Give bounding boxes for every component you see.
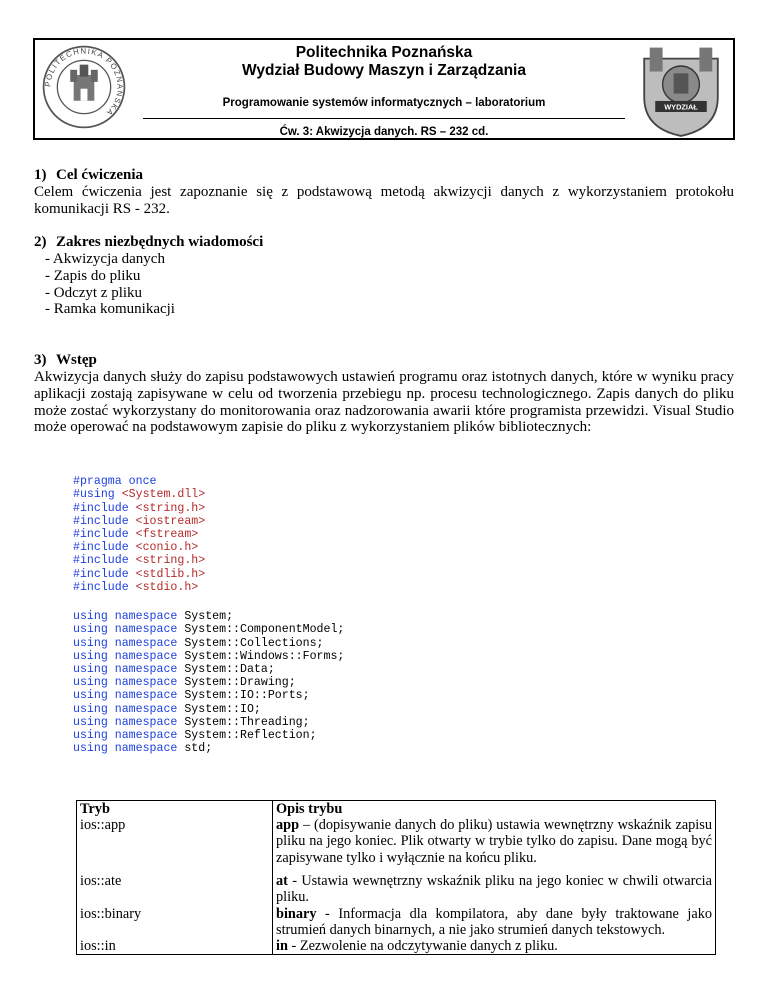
- section-2-heading: 2) Zakres niezbędnych wiadomości: [34, 234, 264, 250]
- code-usings: [73, 597, 344, 769]
- desc-cell: app – (dopisywanie danych do pliku) ustawia wewnętrzny wskaźnik zapisu pliku na jego koniec. Plik otwarty w trybie tylko do zapisu. Dane mogą być zapisywane tylko i wyłącznie na końcu pliku.: [276, 817, 712, 866]
- document-header: [33, 38, 735, 140]
- faculty-logo: [635, 40, 727, 138]
- table-row: [77, 873, 716, 905]
- mode-cell: ios::in: [77, 938, 273, 955]
- list-item: - Zapis do pliku: [45, 267, 141, 284]
- code-line: using namespace System::Windows::Forms;: [73, 649, 345, 663]
- code-line: #using <System.dll>: [73, 488, 206, 502]
- list-item: - Akwizycja danych: [45, 251, 165, 267]
- desc-cell: binary - Informacja dla kompilatora, aby dane były traktowane jako strumień danych binarnych, a nie jako strumień danych tekstowych.: [273, 906, 716, 938]
- table-row: [77, 906, 716, 938]
- mode-cell: ios::app: [80, 817, 126, 834]
- exercise-title: Ćw. 3: Akwizycja danych. RS – 232 cd.: [279, 126, 489, 138]
- code-includes: [73, 462, 205, 607]
- list-item: - Ramka komunikacji: [45, 301, 175, 318]
- code-line: using namespace System::Threading;: [73, 715, 310, 729]
- code-line: using namespace System::Drawing;: [73, 676, 296, 690]
- code-line: using namespace System::Reflection;: [73, 729, 317, 743]
- course-name: Programowanie systemów informatycznych – laboratorium: [222, 97, 546, 109]
- university-name: Politechnika Poznańska: [295, 44, 473, 61]
- desc-cell: in - Zezwolenie na odczytywanie danych z pliku.: [273, 938, 716, 955]
- section-1-body: Celem ćwiczenia jest zapoznanie się z podstawową metodą akwizycji danych z wykorzystaniem protokołu komunikacji RS - 232.: [34, 184, 734, 217]
- section-3-heading: 3) Wstęp: [34, 352, 97, 368]
- table-row: [77, 938, 716, 955]
- faculty-name: Wydział Budowy Maszyn i Zarządzania: [242, 62, 526, 79]
- code-line: using namespace std;: [73, 742, 213, 756]
- mode-cell: ios::ate: [77, 873, 273, 905]
- code-line: #include <stdlib.h>: [73, 567, 206, 581]
- file-modes-table: [76, 800, 716, 955]
- section-1-heading: 1) Cel ćwiczenia: [34, 167, 144, 183]
- table-header-mode: Tryb: [80, 801, 110, 817]
- table-header-desc: Opis trybu: [276, 801, 343, 817]
- code-line: using namespace System::Collections;: [73, 636, 324, 650]
- section-2-list: [34, 251, 734, 318]
- code-line: using namespace System;: [73, 610, 234, 624]
- svg-text:WYDZIAŁ: WYDZIAŁ: [664, 102, 698, 112]
- code-line: #include <string.h>: [73, 554, 206, 568]
- code-line: #pragma once: [73, 475, 157, 489]
- code-line: using namespace System::ComponentModel;: [73, 623, 345, 637]
- code-line: using namespace System::Data;: [73, 663, 275, 677]
- section-3-body: Akwizycja danych służy do zapisu podstawowych ustawień programu oraz istotnych danych, które w wyniku pracy aplikacji zostają zapisywane w celu od tworzenia przebiegu np. procesu technologicznego. Zapis danych do pliku może zostać wykorzystany do monitorowania oraz nadzorowania awarii które programista przewidzi. Visual Studio może operować na podstawowym zapisie do pliku z wykorzystaniem plików bibliotecznych:: [34, 369, 734, 436]
- table-row: [77, 801, 716, 874]
- code-line: #include <conio.h>: [73, 541, 199, 555]
- desc-cell: at - Ustawia wewnętrzny wskaźnik pliku na jego koniec w chwili otwarcia pliku.: [273, 873, 716, 905]
- code-line: #include <string.h>: [73, 501, 206, 515]
- header-divider: [143, 118, 625, 119]
- svg-text:POLITECHNIKA POZNAŃSKA: POLITECHNIKA POZNAŃSKA: [43, 46, 125, 118]
- mode-cell: ios::binary: [77, 906, 273, 938]
- code-line: using namespace System::IO::Ports;: [73, 689, 310, 703]
- code-line: #include <fstream>: [73, 528, 199, 542]
- code-line: #include <iostream>: [73, 514, 206, 528]
- code-line: #include <stdio.h>: [73, 580, 199, 594]
- list-item: - Odczyt z pliku: [45, 284, 143, 301]
- code-line: using namespace System::IO;: [73, 702, 261, 716]
